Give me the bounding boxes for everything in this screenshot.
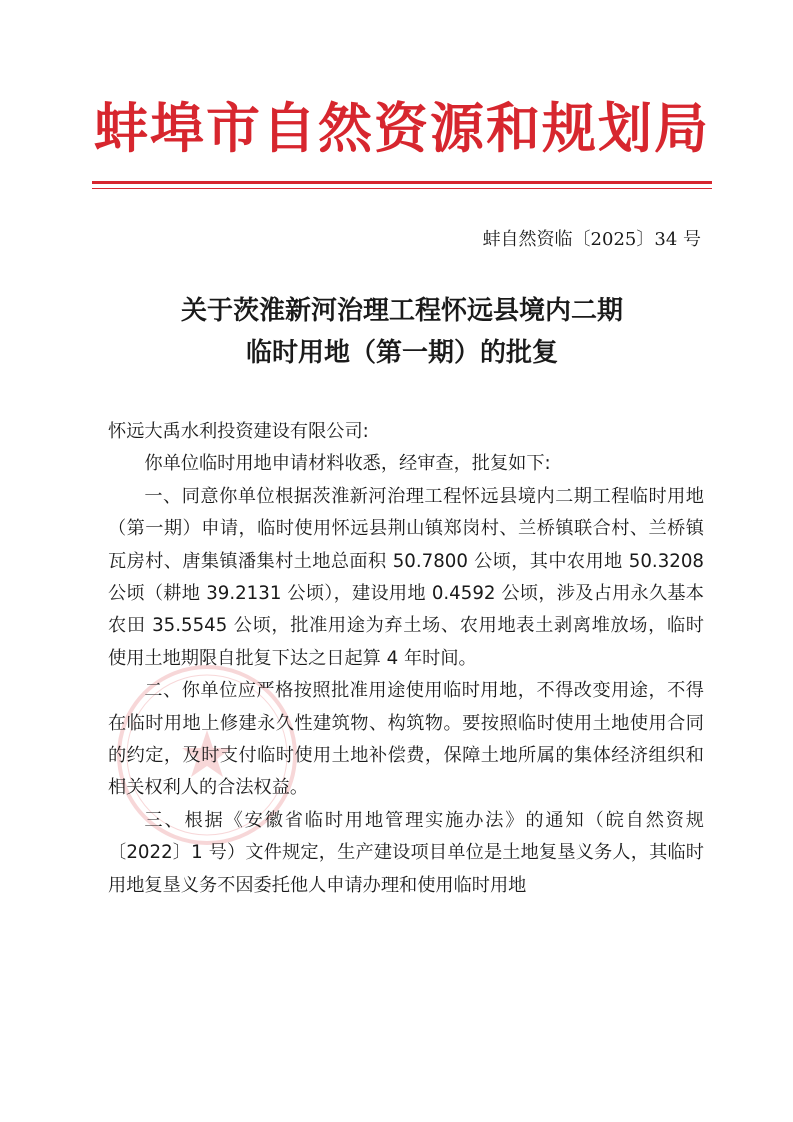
title-line-2: 临时用地（第一期）的批复 <box>245 338 558 368</box>
body-paragraph: 二、你单位应严格按照批准用途使用临时用地，不得改变用途，不得在临时用地上修建永久性建筑物、构筑物。要按照临时使用土地使用合同的约定，及时支付临时使用土地补偿费，保障土地所属的集体经济组织和相关权利人的合法权益。 <box>108 680 704 799</box>
header-rule-thin <box>92 188 712 189</box>
agency-masthead: 蚌埠市自然资源和规划局 <box>94 96 710 160</box>
document-body <box>108 416 704 902</box>
body-paragraph: 你单位临时用地申请材料收悉，经审查，批复如下: <box>144 453 551 475</box>
body-paragraph: 三、根据《安徽省临时用地管理实施办法》的通知（皖自然资规〔2022〕1 号）文件规定，生产建设项目单位是土地复垦义务人，其临时用地复垦义务不因委托他人申请办理和使用临时用地 <box>108 809 704 896</box>
title-line-1: 关于茨淮新河治理工程怀远县境内二期 <box>180 296 623 326</box>
header-rule-thick <box>92 181 712 184</box>
document-number: 蚌自然资临〔2025〕34 号 <box>482 229 701 250</box>
salutation: 怀远大禹水利投资建设有限公司: <box>108 421 369 442</box>
body-paragraph: 一、同意你单位根据茨淮新河治理工程怀远县境内二期工程临时用地（第一期）申请，临时使用怀远县荆山镇郑岗村、兰桥镇联合村、兰桥镇瓦房村、唐集镇潘集村土地总面积 50.7800 公顷，其中农用地 50.3208 公顷（耕地 39.2131 公顷），建设用地 0.4592 公顷，涉及占用永久基本农田 35.5545 公顷，批准用途为弃土场、农用地表土剥离堆放场，临时使用土地期限自批复下达之日起算 4 年时间。 <box>108 485 704 669</box>
document-title <box>92 290 712 374</box>
